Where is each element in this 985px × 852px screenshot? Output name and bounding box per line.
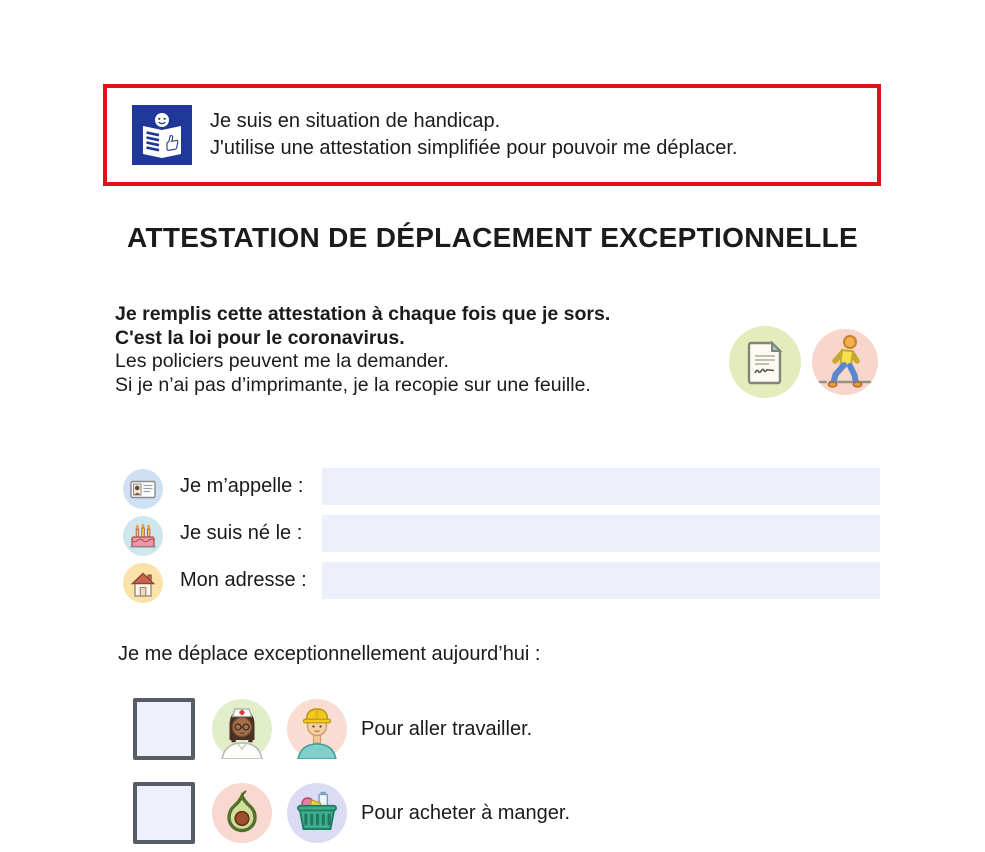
reason-row-work [133, 698, 532, 760]
page-title: ATTESTATION DE DÉPLACEMENT EXCEPTIONNELLE [127, 222, 858, 253]
intro-bold-line1: Je remplis cette attestation à chaque fois que je sors. [115, 303, 611, 325]
name-field-label: Je m’appelle : [180, 475, 304, 497]
handicap-banner [103, 84, 881, 186]
intro-line3: Les policiers peuvent me la demander. [115, 350, 449, 372]
food-checkbox[interactable] [133, 782, 195, 844]
shopping-basket-icon [287, 783, 347, 843]
address-field-label: Mon adresse : [180, 569, 307, 591]
easy-to-read-icon [132, 105, 192, 165]
birthdate-input[interactable] [322, 515, 880, 552]
walking-person-icon [812, 329, 878, 395]
banner-line1: Je suis en situation de handicap. [210, 110, 501, 132]
name-input[interactable] [322, 468, 880, 505]
avocado-icon [212, 783, 272, 843]
banner-line2: J'utilise une attestation simplifiée pour pouvoir me déplacer. [210, 137, 738, 159]
reason-row-food [133, 782, 570, 844]
reasons-heading: Je me déplace exceptionnellement aujourd’hui : [118, 643, 541, 665]
nurse-icon [212, 699, 272, 759]
construction-worker-icon [287, 699, 347, 759]
id-card-icon [123, 469, 163, 509]
intro-line4: Si je n’ai pas d’imprimante, je la recopie sur une feuille. [115, 373, 591, 396]
banner-text [210, 108, 737, 162]
work-checkbox[interactable] [133, 698, 195, 760]
address-input[interactable] [322, 562, 880, 599]
birthdate-field-label: Je suis né le : [180, 522, 303, 544]
birthday-cake-icon [123, 516, 163, 556]
work-reason-label: Pour aller travailler. [361, 717, 533, 740]
food-reason-label: Pour acheter à manger. [361, 801, 571, 824]
intro-bold-line2: C'est la loi pour le coronavirus. [115, 326, 405, 349]
house-icon [123, 563, 163, 603]
document-icon [729, 326, 801, 398]
intro-paragraph [115, 303, 610, 397]
